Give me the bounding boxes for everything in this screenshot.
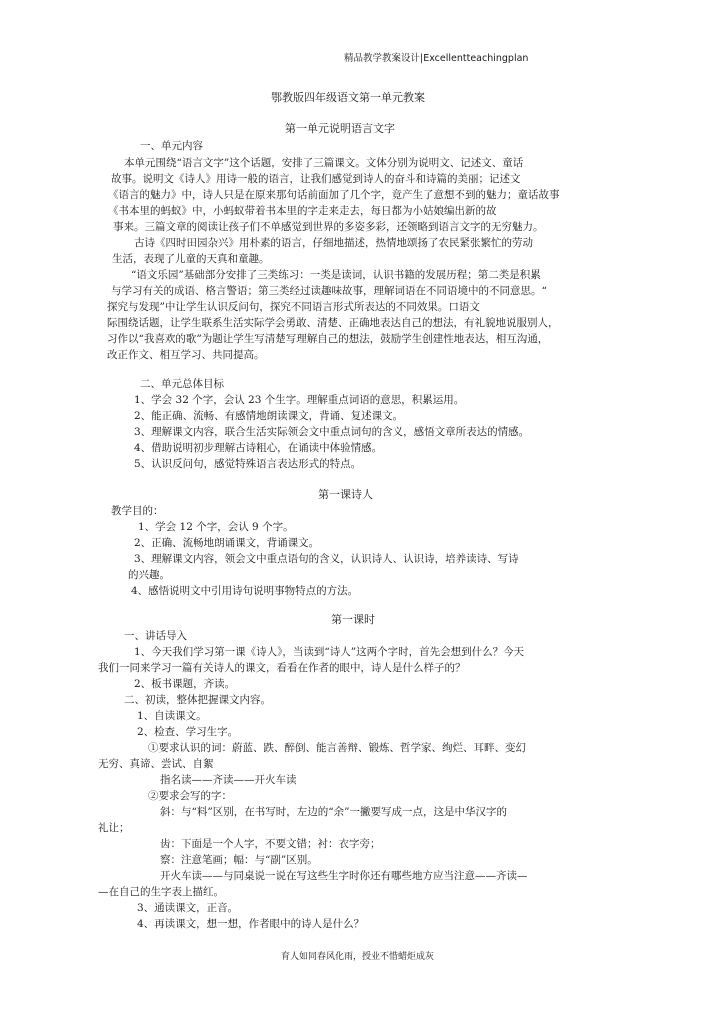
lesson-goal: 的兴趣。 [128, 569, 170, 581]
period-line: 我们一同来学习一篇有关诗人的课文，看看在作者的眼中，诗人是什么样子的？ [98, 662, 466, 674]
page-footer: 育人如同春风化雨，授业不惜蜡炬成灰 [281, 952, 435, 962]
paragraph-line: 探究与发现”中让学生认识反问句，探究不同语言形式所表达的不同效果。口语文 [107, 301, 480, 313]
paragraph-line: 《书本里的蚂蚁》中，小蚂蚁带着书本里的字走来走去，每日都为小姑娘编出新的故 [108, 205, 497, 217]
period-line: 2、检查、学习生字。 [137, 726, 239, 738]
period-line: 开火车读——与同桌说一说在写这些生字时你还有哪些地方应当注意——齐读— [160, 870, 528, 882]
period-line: 1、自读课文。 [137, 710, 207, 722]
period-line: —在自己的生字表上描红。 [98, 886, 224, 898]
lesson-goal: 3、理解课文内容，领会文中重点语句的含义，认识诗人、认识诗，培养读诗、写诗 [134, 553, 519, 565]
goal-item: 1、学会 32 个字，会认 23 个生字。理解重点词语的意思，积累运用。 [134, 394, 465, 406]
paragraph-line: “语文乐园”基础部分安排了三类练习：一类是读词，认识书籍的发展历程；第二类是积累 [131, 269, 541, 281]
period-line: 无穷、真谛、尝试、自絮 [98, 758, 214, 770]
paragraph-line: 事来。三篇文章的阅读让孩子们不单感觉到世界的多姿多彩，还领略到语言文字的无穷魅力。 [113, 221, 544, 233]
period-line: 察：注意笔画；幅：与“副”区别。 [160, 854, 318, 866]
period-title: 第一课时 [331, 613, 375, 626]
period-line: ①要求认识的词：蔚蓝、跌、醉倒、能言善辩、锻炼、哲学家、绚烂、耳畔、变幻 [148, 742, 526, 754]
period-line: 指名读——齐读——开火车读 [160, 774, 297, 786]
paragraph-line: 生活，表现了儿童的天真和童趣。 [112, 253, 270, 265]
period-line: 1、今天我们学习第一课《诗人》，当读到“诗人”这两个字时，首先会想到什么？今天 [134, 646, 525, 658]
paragraph-line: 《语言的魅力》中，诗人只是在原来那句话前面加了几个字，竟产生了意想不到的魅力；童话故事 [108, 189, 560, 201]
paragraph-line: 古诗《四时田园杂兴》用朴素的语言，仔细地描述，热情地颂扬了农民紧张繁忙的劳动 [134, 237, 533, 249]
goal-item: 2、能正确、流畅、有感情地朗读课文，背诵、复述课文。 [134, 410, 404, 422]
goal-item: 3、理解课文内容，联合生活实际领会文中重点词句的含义，感悟文章所表达的情感。 [134, 426, 530, 438]
paragraph-line: 与学习有关的成语、格言警语；第三类经过读趣味故事，理解词语在不同语境中的不同意思。“ [111, 285, 547, 297]
period-line: 斜：与“料”区别，在书写时，左边的“余”一撇要写成一点，这是中华汉字的 [160, 806, 507, 818]
period-line: ②要求会写的字： [148, 790, 232, 802]
page-header: 精品教学教案设计|Excellentteachingplan [344, 53, 529, 64]
lesson-goal: 2、正确、流畅地朗诵课文，背诵课文。 [134, 537, 320, 549]
paragraph-line: 本单元围绕“语言文字”这个话题，安排了三篇课文。文体分别为说明文、记述文、童话 [124, 157, 524, 169]
lesson-title: 第一课诗人 [318, 488, 373, 501]
document-title: 鄂教版四年级语文第一单元教案 [271, 91, 425, 104]
paragraph-line: 故事。说明文《诗人》用诗一般的语言，让我们感觉到诗人的奋斗和诗篇的美丽；记述文 [111, 173, 521, 185]
unit-title: 第一单元说明语言文字 [285, 122, 395, 135]
lesson-goal: 4、感悟说明文中引用诗句说明事物特点的方法。 [131, 585, 359, 597]
lesson-goal: 1、学会 12 个字，会认 9 个字。 [138, 521, 294, 533]
paragraph-line: 际围绕话题，让学生联系生活实际学会勇敢、清楚、正确地表达自己的想法，有礼貌地说服别人， [107, 317, 559, 329]
goal-item: 5、认识反问句，感觉特殊语言表达形式的特点。 [134, 458, 362, 470]
paragraph-line: 习作以“我喜欢的歌”为题让学生写清楚写理解自己的想法，鼓励学生创建性地表达，相互沟通， [107, 333, 549, 345]
period-line: 4、再读课文，想一想，作者眼中的诗人是什么？ [137, 918, 365, 930]
paragraph-line: 改正作文、相互学习、共同提高。 [107, 349, 265, 361]
teaching-goals-label: 教学目的： [111, 505, 164, 517]
goal-item: 4、借助说明初步理解古诗粗心，在诵读中体验情感。 [134, 442, 383, 454]
section-heading-unit-goals: 二、单元总体目标 [140, 378, 224, 390]
period-line: 二、初读，整体把握课文内容。 [124, 694, 271, 706]
period-line: 2、板书课题，齐读。 [134, 678, 236, 690]
period-line: 一、讲话导入 [124, 630, 187, 642]
section-heading-unit-content: 一、单元内容 [140, 140, 203, 152]
period-line: 齿：下面是一个人字，不要文错；衬：衣字旁； [160, 838, 381, 850]
period-line: 礼让； [98, 822, 130, 834]
period-line: 3、通读课文，正音。 [137, 902, 239, 914]
